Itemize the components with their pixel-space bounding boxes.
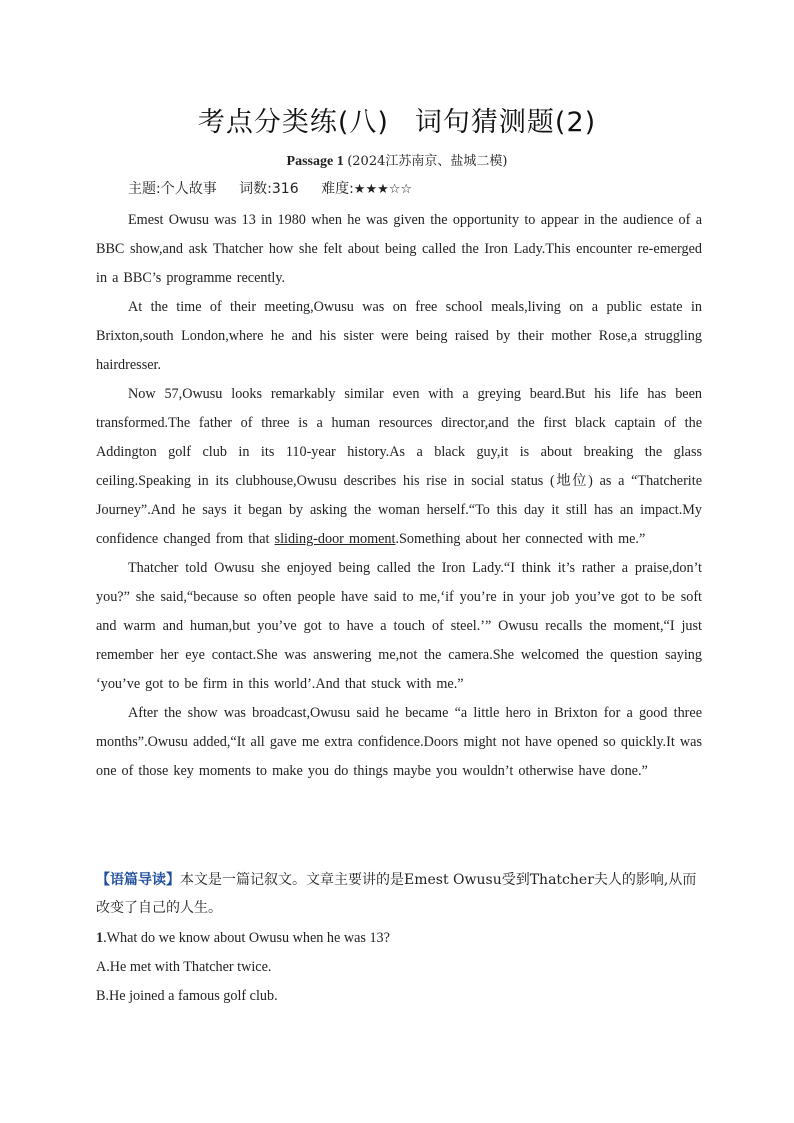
paragraph-3 <box>96 380 702 554</box>
paragraph-3-end: .Something about her connected with me.” <box>395 531 646 547</box>
paragraph-2: At the time of their meeting,Owusu was on free school meals,living on a public estate in Brixton,south London,where he and his sister were being raised by their mother Rose,a struggling hairdresser. <box>96 299 702 373</box>
question-number: 1 <box>96 930 104 946</box>
reading-guide <box>96 866 702 922</box>
difficulty-key: 难度: <box>321 181 354 197</box>
paragraph-4: Thatcher told Owusu she enjoyed being called the Iron Lady.“I think it’s rather a praise,don’t you?” she said,“because so often people have said to me,‘if you’re in your job you’ve got to be soft and warm and human,but you’ve got to have a touch of steel.’” Owusu recalls the moment,“I just remember her eye contact.She was answering me,not the camera.She welcomed the question saying ‘you’ve got to be firm in this world’.And that stuck with me.” <box>96 560 702 692</box>
passage-meta <box>128 178 412 198</box>
passage-header <box>0 150 794 170</box>
paragraph-1: Emest Owusu was 13 in 1980 when he was given the opportunity to appear in the audience of a BBC show,and ask Thatcher how she felt about being called the Iron Lady.This encounter re-emerged in a BBC’s programme recently. <box>96 212 702 286</box>
page-title <box>0 100 794 139</box>
topic-key: 主题: <box>128 181 161 197</box>
article-body <box>96 206 702 786</box>
question-1-stem <box>96 924 702 953</box>
reading-guide-text: 本文是一篇记叙文。文章主要讲的是Emest Owusu受到Thatcher夫人的影响,从而改变了自己的人生。 <box>96 872 697 916</box>
question-stem-text: .What do we know about Owusu when he was 13? <box>103 930 390 946</box>
reading-guide-tag: 【语篇导读】 <box>96 872 180 888</box>
option-b: B.He joined a famous golf club. <box>96 988 278 1004</box>
paragraph-5: After the show was broadcast,Owusu said he became “a little hero in Brixton for a good three months”.Owusu added,“It all gave me extra confidence.Doors might not have opened so quickly.It was one of those key moments to make you do things maybe you wouldn’t otherwise have done.” <box>96 705 702 779</box>
underlined-phrase: sliding-door moment <box>274 531 396 547</box>
title-part-2: 词句猜测题(2) <box>414 107 597 138</box>
question-1 <box>96 924 702 1011</box>
passage-name: Passage 1 <box>286 154 344 169</box>
word-count-value: 316 <box>271 181 299 197</box>
passage-source: (2024江苏南京、盐城二模) <box>347 154 508 169</box>
option-a: A.He met with Thatcher twice. <box>96 959 272 975</box>
word-count-key: 词数: <box>239 181 272 197</box>
topic-value: 个人故事 <box>160 181 217 197</box>
difficulty-stars: ★★★☆☆ <box>353 182 413 197</box>
paragraph-3-start: Now 57,Owusu looks remarkably similar even with a greying beard.But his life has been transformed.The father of three is a human resources director,and the first black captain of the Addington golf club in its 110-year history.As a black guy,it is about breaking the glass ceiling.Speaking in its clubhouse,Owusu describes his rise in social status (地位) as a “Thatcherite Journey”.And he says it began by asking the woman herself.“To this day it still has an impact.My confidence changed from that <box>96 386 702 547</box>
title-part-1: 考点分类练(八) <box>197 107 389 138</box>
